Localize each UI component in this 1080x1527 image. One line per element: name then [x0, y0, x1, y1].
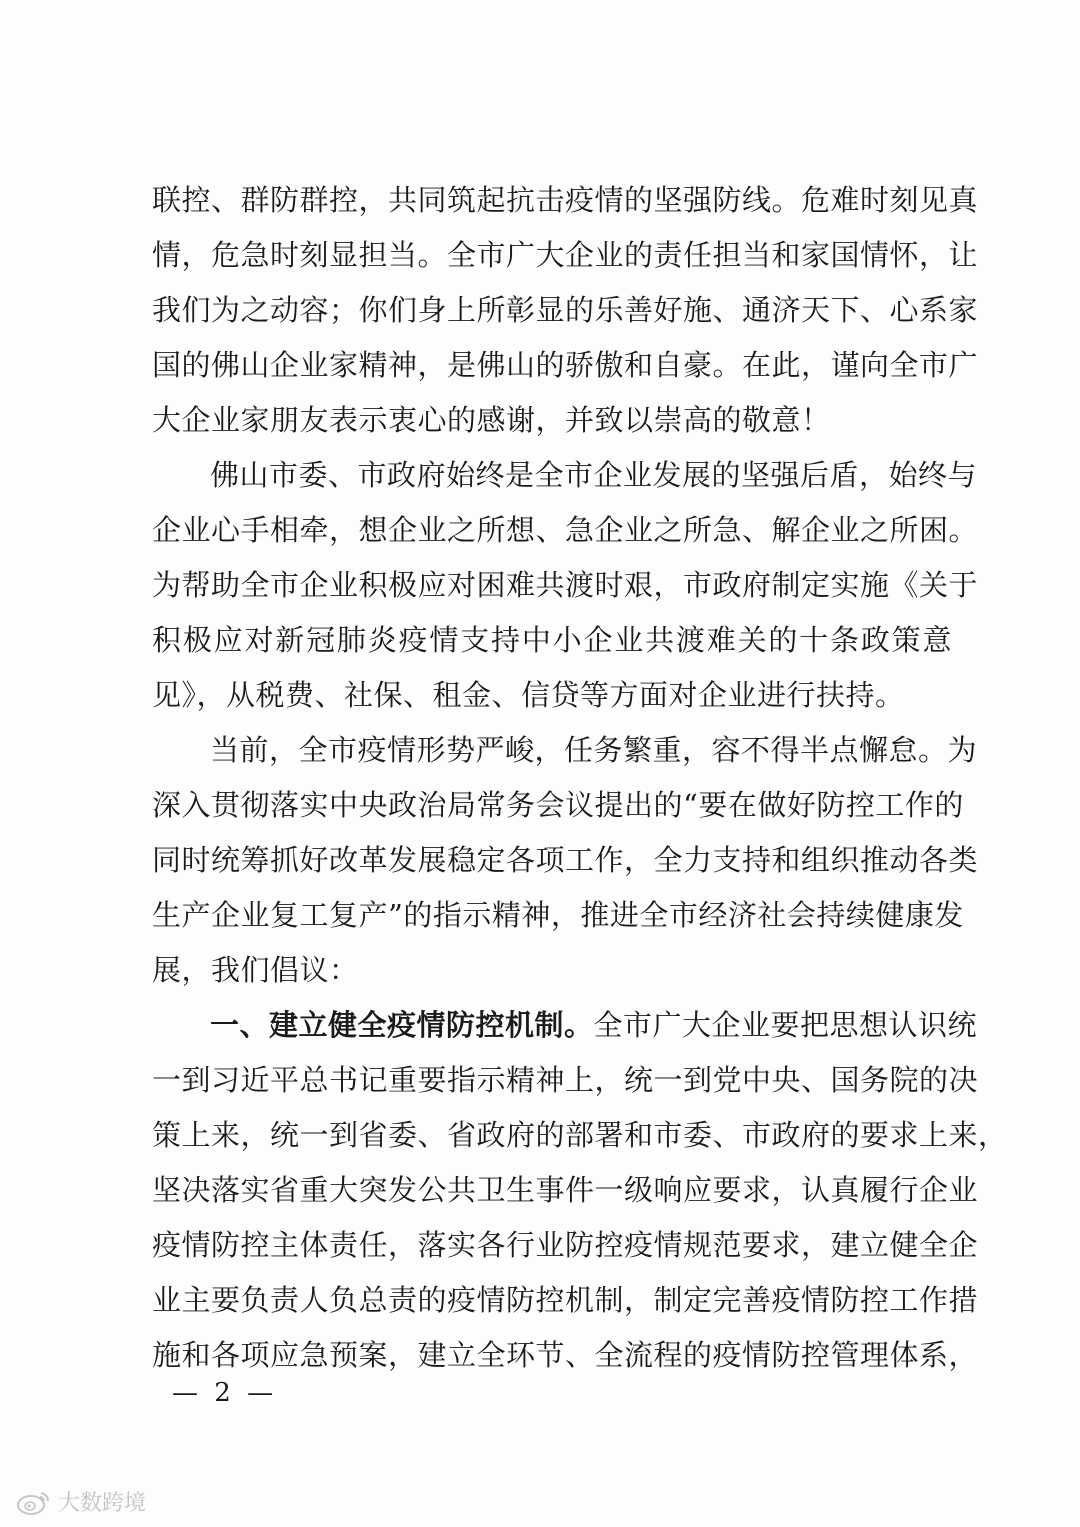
text-line: 疫情防控主体责任，落实各行业防控疫情规范要求，建立健全企: [152, 1228, 979, 1262]
text-line: 企业心手相牵，想企业之所想、急企业之所急、解企业之所困。: [152, 513, 979, 547]
text-line: 坚决落实省重大突发公共卫生事件一级响应要求，认真履行企业: [152, 1173, 979, 1207]
text-line: 一到习近平总书记重要指示精神上，统一到党中央、国务院的决: [152, 1063, 979, 1097]
text-line: 情，危急时刻显担当。全市广大企业的责任担当和家国情怀，让: [152, 238, 979, 272]
text-line: 大企业家朋友表示衷心的感谢，并致以崇高的敬意！: [152, 403, 831, 437]
section-heading-rest: 全市广大企业要把思想认识统: [593, 1008, 978, 1042]
text-line: 展，我们倡议：: [152, 953, 359, 987]
text-line: 策上来，统一到省委、省政府的部署和市委、市政府的要求上来，: [152, 1118, 1008, 1152]
page-number: — 2 —: [172, 1378, 278, 1408]
text-line: 国的佛山企业家精神，是佛山的骄傲和自豪。在此，谨向全市广: [152, 348, 979, 382]
text-line: 见》，从税费、社保、租金、信贷等方面对企业进行扶持。: [152, 678, 905, 712]
text-line: 深入贯彻落实中央政治局常务会议提出的“要在做好防控工作的: [152, 788, 964, 822]
section-heading: 一、建立健全疫情防控机制。: [210, 1008, 594, 1042]
text-line: 生产企业复工复产”的指示精神，推进全市经济社会持续健康发: [152, 898, 964, 932]
watermark-text: 大数跨境: [58, 1491, 147, 1516]
text-line: 为帮助全市企业积极应对困难共渡时艰，市政府制定实施《关于: [152, 568, 979, 602]
weibo-logo-icon: [16, 1488, 52, 1516]
text-line: 施和各项应急预案，建立全环节、全流程的疫情防控管理体系，: [152, 1338, 979, 1372]
paragraph-start-line: 当前，全市疫情形势严峻，任务繁重，容不得半点懈怠。为: [210, 733, 978, 767]
paragraph-start-line: 佛山市委、市政府始终是全市企业发展的坚强后盾，始终与: [210, 458, 978, 492]
text-line: 联控、群防群控，共同筑起抗击疫情的坚强防线。危难时刻见真: [152, 183, 979, 217]
text-line: 积极应对新冠肺炎疫情支持中小企业共渡难关的十条政策意: [152, 623, 952, 657]
text-line: 我们为之动容；你们身上所彰显的乐善好施、通济天下、心系家: [152, 293, 979, 327]
watermark: [16, 1486, 146, 1517]
text-line: 同时统筹抓好改革发展稳定各项工作，全力支持和组织推动各类: [152, 843, 979, 877]
section-heading-line: [210, 1008, 978, 1042]
text-line: 业主要负责人负总责的疫情防控机制，制定完善疫情防控工作措: [152, 1283, 979, 1317]
